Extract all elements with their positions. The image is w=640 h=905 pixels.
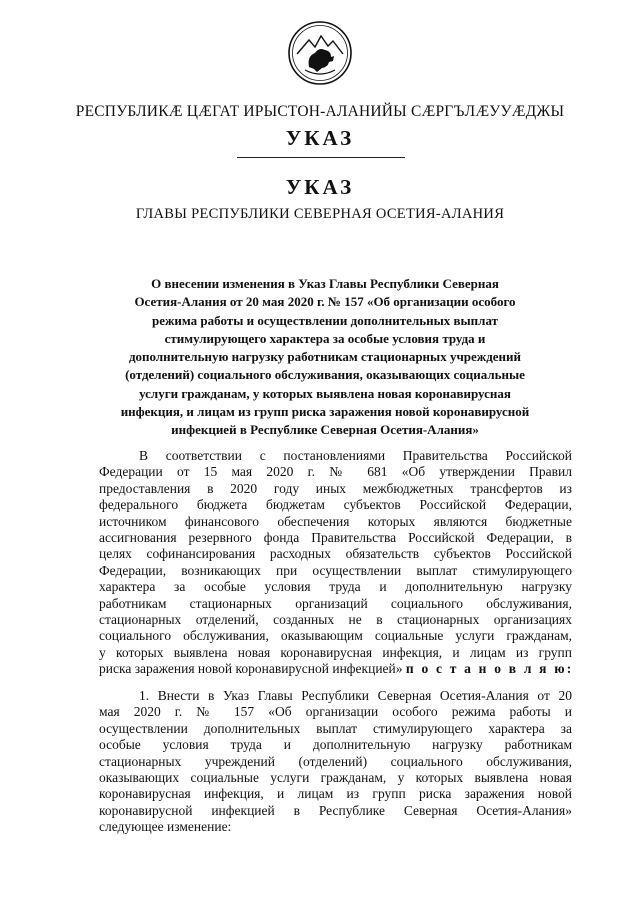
head-of-republic-title: ГЛАВЫ РЕСПУБЛИКИ СЕВЕРНАЯ ОСЕТИЯ-АЛАНИЯ [135,206,505,222]
item-1-paragraph [99,688,572,836]
paragraph-line: социального обслуживания, оказывающим социальные услуги гражданам, [99,628,572,644]
paragraph-line-final [99,661,572,677]
paragraph-line: предоставления в 2020 году иных межбюджетных трансфертов из [99,480,572,496]
paragraph-line: ассигнования резервного фонда Правительства Российской Федерации, в [99,530,572,546]
paragraph-line: Федерации, возникающих при осуществлении выплат стимулирующего [99,562,572,578]
paragraph-line: работникам стационарных организаций социального обслуживания, [99,595,572,611]
paragraph-line: стационарных учреждений (отделений) социального обслуживания, [99,753,572,769]
header-divider [237,157,405,158]
preamble-paragraph [99,448,572,678]
republic-ossetian-name: РЕСПУБЛИКӔ ЦӔГАТ ИРЫСТОН-АЛАНИЙЫ СӔРГЪЛӔУУӔДЖЫ [75,103,565,120]
paragraph-line: осуществлении дополнительных выплат стимулирующего характера за [99,720,572,736]
title-line: О внесении изменения в Указ Главы Республики Северная [151,276,499,291]
paragraph-line: коронавирусной инфекцией в Республике Северная Осетия-Алания» [99,802,572,818]
decree-title [100,275,550,440]
paragraph-line: источником финансового обеспечения которых являются бюджетные [99,513,572,529]
paragraph-line: оказывающих социальные услуги гражданам, у которых выявлена новая [99,770,572,786]
title-line: Осетия-Алания от 20 мая 2020 г. № 157 «Об организации особого [134,294,516,310]
paragraph-line: характера за особые условия труда и дополнительную нагрузку [99,579,572,595]
paragraph-line: у которых выявлена новая коронавирусная инфекция, и лицам из групп [99,644,572,660]
paragraph-line: коронавирусная инфекция, и лицам из групп риска заражения новой [99,786,572,802]
paragraph-line: 1. Внести в Указ Главы Республики Северная Осетия-Алания от 20 [139,688,572,703]
ukaz-heading-russian: УКАЗ [285,175,355,199]
paragraph-line: стационарных отделений, созданных не в стационарных организациях [99,612,572,628]
title-line: (отделений) социального обслуживания, оказывающих социальные [125,367,525,383]
title-line: инфекция, и лицам из групп риска заражения новой коронавирусной [120,404,530,420]
paragraph-line: мая 2020 г. № 157 «Об организации особого режима работы и [99,704,572,720]
paragraph-line: В соответствии с постановлениями Правительства Российской [139,448,572,463]
paragraph-line: Федерации от 15 мая 2020 г. № 681 «Об утверждении Правил [99,464,572,480]
paragraph-line: целях софинансирования расходных обязательств субъектов Российской [99,546,572,562]
title-line: инфекцией в Республике Северная Осетия-Алания» [171,422,479,438]
paragraph-line: федерального бюджета бюджетам субъектов Российской Федерации, [99,497,572,513]
title-line: стимулирующего характера за особые условия труда и [164,330,486,346]
paragraph-line: особые условия труда и дополнительную нагрузку работникам [99,737,572,753]
decree-word: п о с т а н о в л я ю: [405,661,574,677]
paragraph-line: риска заражения новой коронавирусной инфекцией» [99,661,403,677]
title-line: услуги гражданам, у которых выявлена новая коронавирусная [139,385,511,401]
paragraph-line: следующее изменение: [99,819,232,835]
title-line: режима работы и осуществлении дополнительных выплат [151,312,499,328]
ukaz-heading-ossetian: УКАЗ [285,126,355,150]
title-line: дополнительную нагрузку работникам стационарных учреждений [128,349,522,365]
coat-of-arms-icon [287,20,353,86]
